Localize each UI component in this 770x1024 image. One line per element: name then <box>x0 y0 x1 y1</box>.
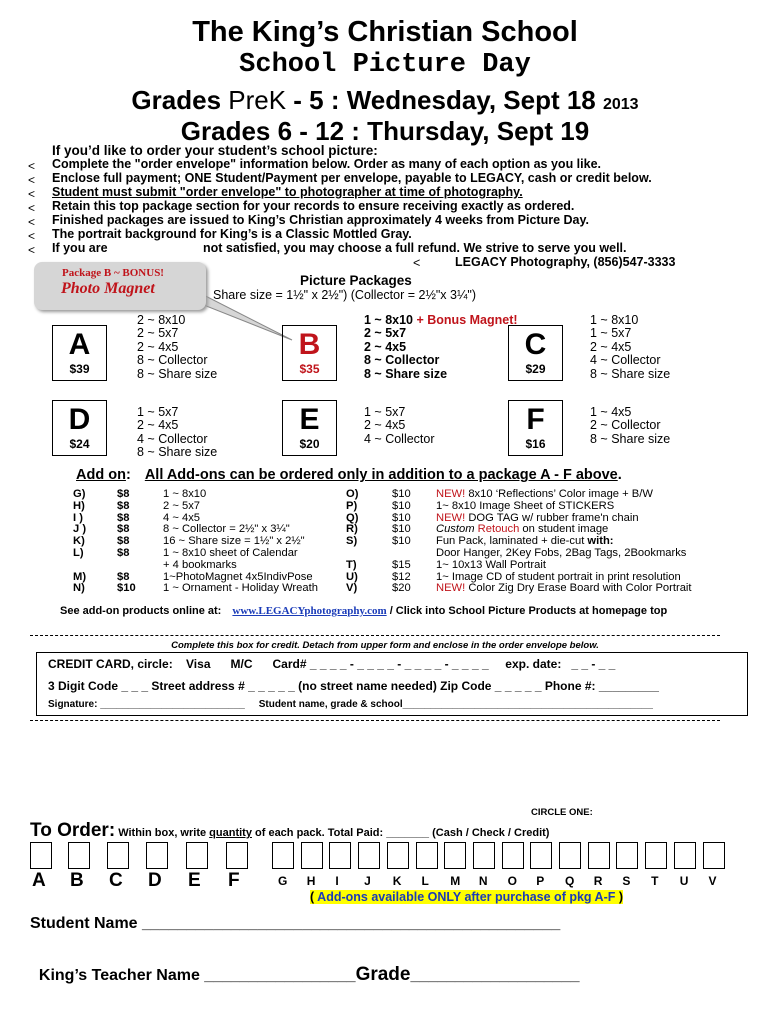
school-name: The King’s Christian School <box>192 16 578 48</box>
addon-code: K) <box>73 535 85 548</box>
order-letter: N <box>478 874 488 888</box>
package-b-item: 2 ~ 4x5 <box>364 339 407 354</box>
addon-code: T) <box>346 558 357 571</box>
callout-magnet-text: Photo Magnet <box>61 280 155 297</box>
order-box-d[interactable] <box>146 842 168 869</box>
retouch-word: Retouch <box>474 523 520 536</box>
package-f-box <box>508 400 563 456</box>
new-badge: NEW! <box>436 511 466 524</box>
year: 2013 <box>602 96 639 113</box>
addon-price: $12 <box>392 570 411 583</box>
package-b-letter: B <box>298 328 321 361</box>
addon-code: V) <box>346 582 358 595</box>
package-b-items <box>364 314 518 381</box>
addon-price: $8 <box>117 511 130 524</box>
package-c-item: 1 ~ 8x10 <box>590 313 639 327</box>
addon-price: $10 <box>392 535 411 548</box>
addon-desc-text: 1~ 8x10 Image Sheet of STICKERS <box>436 499 615 512</box>
addon-price: $8 <box>117 488 130 500</box>
share-size-note: Share size = 1½" x 2½") (Collector = 2½"x 3¼") <box>213 288 477 302</box>
order-letter: O <box>507 874 517 888</box>
addon-price: $8 <box>117 547 130 559</box>
addon-only-note <box>310 890 623 904</box>
credit-card-line[interactable]: CREDIT CARD, circle: Visa M/C Card# _ _ _ _ - _ _ _ _ - _ _ _ _ - _ _ _ _ exp. date: _ _ - _ _ <box>48 657 616 671</box>
order-letter: L <box>421 874 429 888</box>
order-box-u[interactable] <box>674 842 696 869</box>
package-d-item: 2 ~ 4x5 <box>137 418 179 433</box>
addon-price: $8 <box>117 535 130 548</box>
addon-desc: 1 ~ 8x10 <box>163 488 207 500</box>
order-box-n[interactable] <box>473 842 495 869</box>
bullet-glyph: < <box>28 159 36 173</box>
order-letter: J <box>364 874 371 888</box>
addon-code: M) <box>73 570 87 583</box>
order-box-k[interactable] <box>387 842 409 869</box>
addon-desc: 2 ~ 5x7 <box>163 499 201 512</box>
addon-desc: + 4 bookmarks <box>163 558 237 571</box>
addon-desc: 8 ~ Collector = 2½" x 3¼" <box>163 523 290 536</box>
package-d-box <box>52 400 107 456</box>
order-box-i[interactable] <box>329 842 351 869</box>
prek-word: PreK <box>228 85 287 115</box>
order-box-h[interactable] <box>301 842 323 869</box>
order-box-r[interactable] <box>588 842 610 869</box>
bullet-item: Enclose full payment; ONE Student/Payment per envelope, payable to LEGACY, cash or credit below. <box>52 171 652 185</box>
order-letter: K <box>392 874 402 888</box>
package-e-item: 4 ~ Collector <box>364 431 435 446</box>
addon-price: $10 <box>117 582 136 595</box>
addon-desc-text: 8x10 ‘Reflections’ Color image + B/W <box>465 488 653 500</box>
package-a-box <box>52 325 107 381</box>
teacher-name-field[interactable]: King’s Teacher Name _________________ <box>38 967 356 984</box>
addon-code: I ) <box>73 511 83 524</box>
grades-date: - 5 : Wednesday, Sept 18 <box>286 85 603 115</box>
addon-desc: 1 ~ Ornament - Holiday Wreath <box>163 582 318 595</box>
package-a-items <box>137 314 217 381</box>
order-letter: T <box>651 874 659 888</box>
new-badge: NEW! <box>436 582 466 595</box>
new-badge: NEW! <box>436 488 466 500</box>
addon-desc-text: 1~ 10x13 Wall Portrait <box>436 558 546 571</box>
package-d-item: 4 ~ Collector <box>137 431 208 446</box>
grade-label: Grade <box>355 964 411 985</box>
to-order-instr-a: Within box, write <box>115 827 210 839</box>
addons-label: Add on <box>76 467 126 483</box>
order-box-e[interactable] <box>186 842 208 869</box>
grades-line-2: Grades 6 - 12 : Thursday, Sept 19 <box>180 116 590 146</box>
package-b-price: $35 <box>299 362 320 376</box>
order-box-j[interactable] <box>358 842 380 869</box>
package-c-letter: C <box>524 328 547 361</box>
package-a-price: $39 <box>69 362 90 376</box>
addons-colon: : <box>125 467 131 483</box>
order-box-p[interactable] <box>530 842 552 869</box>
addon-code: Q) <box>346 511 359 524</box>
order-box-f[interactable] <box>226 842 248 869</box>
addon-desc-text: Fun Pack, laminated + die-cut <box>436 535 588 548</box>
bullet-item: Student must submit "order envelope" to photographer at time of photography. <box>52 185 523 199</box>
addons-heading <box>76 467 622 483</box>
addon-code: U) <box>346 570 358 583</box>
package-a-item: 8 ~ Share size <box>137 366 218 381</box>
addon-code: P) <box>346 499 358 512</box>
note-open: ( <box>310 890 318 904</box>
custom-word: Custom <box>436 523 475 536</box>
bonus-magnet-text: + Bonus Magnet! <box>413 313 518 327</box>
package-b-item: 8 ~ Share size <box>364 366 448 381</box>
detach-line-bottom <box>30 720 720 721</box>
addon-price: $10 <box>392 499 411 512</box>
package-d-item: 8 ~ Share size <box>137 445 218 460</box>
package-c-box <box>508 325 563 381</box>
order-box-b[interactable] <box>68 842 90 869</box>
order-letter: A <box>32 870 46 891</box>
refund-text: not satisfied, you may choose a full refund. We strive to serve you well. <box>203 241 627 255</box>
package-b-item: 2 ~ 5x7 <box>364 326 407 341</box>
addon-desc-text: Door Hanger, 2Key Fobs, 2Bag Tags, 2Bookmarks <box>436 547 687 559</box>
package-e-letter: E <box>299 403 320 436</box>
package-d-letter: D <box>68 403 91 436</box>
credit-note: Complete this box for credit. Detach from upper form and enclose in the order envelope below. <box>171 640 599 651</box>
signature-line[interactable]: Signature: __________________________ Student name, grade & school_____________________________________________ <box>48 699 653 710</box>
package-d-items <box>137 406 217 460</box>
order-letter: F <box>228 870 240 891</box>
legacy-url-link[interactable]: www.LEGACYphotography.com <box>232 605 387 617</box>
addon-price: $8 <box>117 570 130 583</box>
order-letter: D <box>148 870 162 891</box>
addon-desc-text: Color Zig Dry Erase Board with Color Portrait <box>465 582 692 595</box>
bullet-item: Retain this top package section for your records to ensure receiving exactly as ordered. <box>52 199 575 213</box>
package-b-box <box>282 325 337 381</box>
package-e-items <box>364 406 435 446</box>
bullet-glyph: < <box>28 173 36 187</box>
addon-code: O) <box>346 488 359 500</box>
order-box-t[interactable] <box>645 842 667 869</box>
order-box-m[interactable] <box>444 842 466 869</box>
addon-price: $15 <box>392 558 411 571</box>
order-box-a[interactable] <box>30 842 52 869</box>
addon-price: $8 <box>117 499 130 512</box>
addon-price: $20 <box>392 582 411 595</box>
package-c-price: $29 <box>525 362 546 376</box>
bullet-item: The portrait background for King’s is a Classic Mottled Gray. <box>52 227 412 241</box>
online-label: See add-on products online at: <box>60 605 222 617</box>
addon-desc: 1~PhotoMagnet 4x5IndivPose <box>163 570 313 583</box>
package-c-item: 1 ~ 5x7 <box>590 326 632 341</box>
package-c-item: 8 ~ Share size <box>590 366 671 381</box>
addon-code: L) <box>73 547 84 559</box>
legacy-bullet: < <box>413 256 421 270</box>
bullet-glyph: < <box>28 187 36 201</box>
bullet-item: Complete the "order envelope" information below. Order as many of each option as you like. <box>52 157 601 171</box>
order-letter: E <box>188 870 201 891</box>
addon-price: $10 <box>392 511 411 524</box>
addon-desc: 16 ~ Share size = 1½" x 2½" <box>163 535 305 548</box>
package-d-item: 1 ~ 5x7 <box>137 405 179 419</box>
order-letter: V <box>708 874 717 888</box>
order-letter: C <box>109 870 123 891</box>
package-a-item: 2 ~ 5x7 <box>137 326 179 341</box>
order-box-o[interactable] <box>502 842 524 869</box>
packages-title: Picture Packages <box>300 273 412 288</box>
student-name-field[interactable]: Student Name _______________________________________________ <box>30 915 561 932</box>
teacher-line <box>30 946 580 986</box>
bullet-glyph: < <box>28 215 36 229</box>
package-e-item: 2 ~ 4x5 <box>364 418 406 433</box>
addon-price: $10 <box>392 523 411 536</box>
bullet-glyph: < <box>28 243 36 257</box>
package-f-price: $16 <box>525 437 546 451</box>
note-text: Add-ons available ONLY after purchase of pkg A-F <box>317 890 616 904</box>
package-a-item: 2 ~ 4x5 <box>137 339 179 354</box>
package-b-item: 1 ~ 8x10 <box>364 313 414 327</box>
order-letter: Q <box>565 874 575 888</box>
package-b-item: 8 ~ Collector <box>364 353 440 368</box>
to-order-quantity: quantity <box>209 827 252 839</box>
package-a-item: 2 ~ 8x10 <box>137 313 186 327</box>
grade-field[interactable]: ___________________ <box>410 967 580 984</box>
order-box-v[interactable] <box>703 842 725 869</box>
order-letter: M <box>450 874 461 888</box>
addon-code: R) <box>346 523 358 536</box>
addon-desc: 1 ~ 8x10 sheet of Calendar <box>163 547 298 559</box>
addon-desc: 4 ~ 4x5 <box>163 511 201 524</box>
callout-bonus-text: Package B ~ BONUS! <box>62 267 164 279</box>
circle-one: CIRCLE ONE: <box>531 807 593 818</box>
package-f-item: 1 ~ 4x5 <box>590 405 632 419</box>
addon-code: N) <box>73 582 85 595</box>
order-box-s[interactable] <box>616 842 638 869</box>
addons-note-end: . <box>617 467 622 483</box>
to-order-instr-b[interactable]: of each pack. Total Paid: _______ (Cash / Check / Credit) <box>251 827 550 839</box>
addon-price: $8 <box>117 523 130 536</box>
package-c-item: 4 ~ Collector <box>590 353 661 368</box>
to-order-line <box>30 820 549 842</box>
address-line[interactable]: 3 Digit Code _ _ _ Street address # _ _ _ _ _ (no street name needed) Zip Code _ _ _ _ _ Phone #: _________ <box>48 679 659 693</box>
addons-note: All Add-ons can be ordered only in addition to a package A - F above <box>144 467 618 483</box>
addon-code: S) <box>346 535 358 548</box>
package-e-item: 1 ~ 5x7 <box>364 405 406 419</box>
order-box-l[interactable] <box>416 842 438 869</box>
order-letter: I <box>335 874 339 888</box>
online-line <box>60 605 667 617</box>
addon-desc <box>436 583 692 595</box>
note-close: ) <box>615 890 624 904</box>
order-letter: S <box>622 874 631 888</box>
online-rest: / Click into School Picture Products at homepage top <box>386 605 668 617</box>
package-d-price: $24 <box>69 437 90 451</box>
addon-code: G) <box>73 488 86 500</box>
order-box-g[interactable] <box>272 842 294 869</box>
intro-text: If you’d like to order your student’s school picture: <box>52 143 378 158</box>
package-f-items <box>590 406 670 446</box>
order-letter: H <box>306 874 316 888</box>
package-f-item: 8 ~ Share size <box>590 431 671 446</box>
addon-code: J ) <box>73 523 87 536</box>
package-e-box <box>282 400 337 456</box>
order-letter: U <box>679 874 689 888</box>
package-a-item: 8 ~ Collector <box>137 353 208 368</box>
order-letter: P <box>536 874 545 888</box>
bullet-glyph: < <box>28 229 36 243</box>
addon-desc-text: on student image <box>519 523 609 536</box>
order-box-q[interactable] <box>559 842 581 869</box>
detach-line-top <box>30 635 720 636</box>
legacy-contact: LEGACY Photography, (856)547-3333 <box>455 255 676 269</box>
order-letter: G <box>278 874 288 888</box>
order-letter: R <box>593 874 603 888</box>
addon-desc-text: DOG TAG w/ rubber frame'n chain <box>465 511 639 524</box>
package-a-letter: A <box>68 328 91 361</box>
to-order-title: To Order: <box>30 820 116 841</box>
order-box-c[interactable] <box>107 842 129 869</box>
bullet-item: Finished packages are issued to King’s Christian approximately 4 weeks from Picture Day. <box>52 213 589 227</box>
package-c-items <box>590 314 670 381</box>
bullet-item: If you are <box>52 241 108 255</box>
grades-word: Grades <box>131 85 229 115</box>
package-f-item: 2 ~ Collector <box>590 418 661 433</box>
addon-code: H) <box>73 499 85 512</box>
addon-desc-text: 1~ Image CD of student portrait in print resolution <box>436 570 681 583</box>
package-e-price: $20 <box>299 437 320 451</box>
addon-with: with: <box>587 535 614 548</box>
order-letter: B <box>70 870 84 891</box>
addon-price: $10 <box>392 488 411 500</box>
event-title: School Picture Day <box>239 50 531 80</box>
bullet-glyph: < <box>28 201 36 215</box>
package-c-item: 2 ~ 4x5 <box>590 339 632 354</box>
package-f-letter: F <box>526 403 545 436</box>
